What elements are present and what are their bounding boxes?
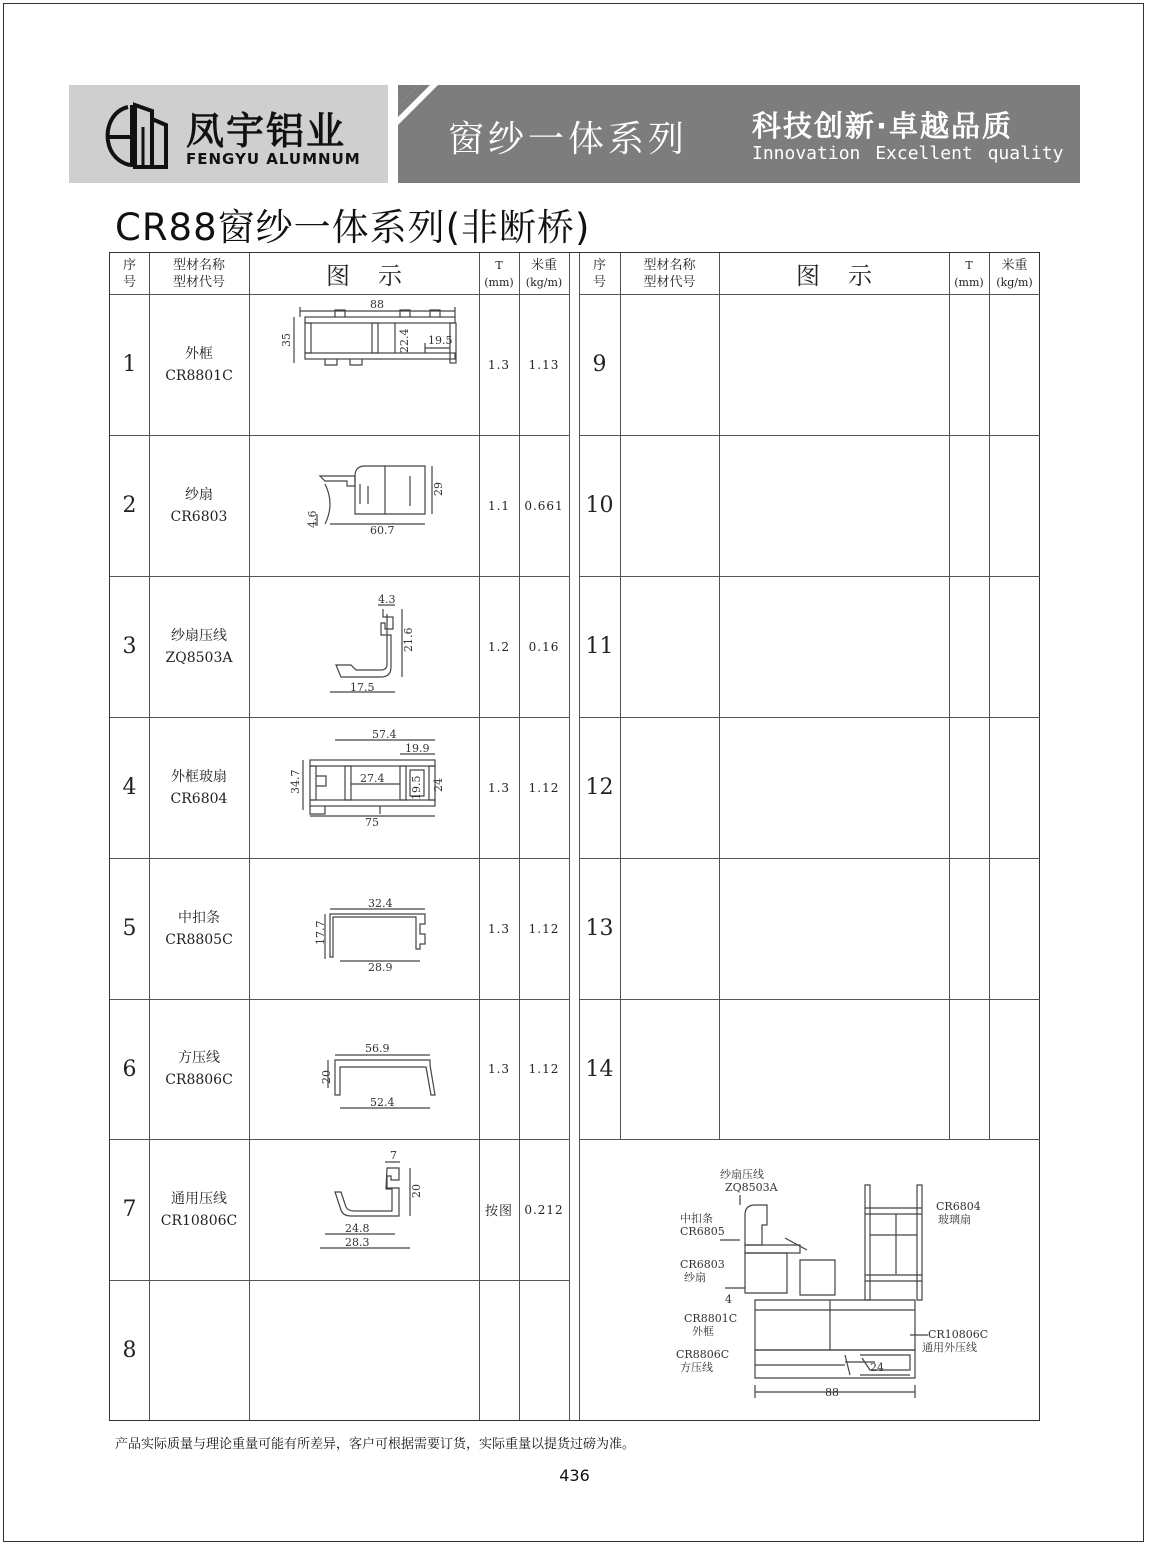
row-12-number: 12: [585, 775, 614, 800]
dim-text: 17.7: [314, 920, 327, 945]
dim-text: 35: [280, 333, 293, 347]
row-2-thickness: 1.1: [487, 498, 511, 513]
svg-text:纱扇: 纱扇: [684, 1271, 706, 1284]
row-2-name: 纱扇 CR6803: [170, 486, 228, 525]
dim-text: 20: [410, 1184, 423, 1198]
dim-text: 20: [320, 1070, 333, 1084]
row-7-weight: 0.212: [524, 1202, 564, 1217]
row-8-number: 8: [122, 1337, 137, 1363]
row-6-weight: 1.12: [528, 1062, 560, 1076]
svg-text:CR8806C: CR8806C: [676, 1348, 730, 1361]
svg-text:CR10806C: CR10806C: [928, 1328, 989, 1341]
dim-text: 19.5: [428, 334, 453, 347]
brand-logo-icon: [100, 97, 176, 173]
svg-text:24: 24: [870, 1361, 884, 1374]
brand-name-en: FENGYU ALUMNUM: [186, 150, 361, 168]
brand-name-cn: 凤宇铝业: [186, 109, 347, 153]
dim-text: 60.7: [370, 524, 395, 537]
row-6-number: 6: [122, 1056, 137, 1082]
profile-drawing-cr6803: [250, 436, 478, 575]
dim-text: 56.9: [365, 1042, 390, 1055]
dim-text: 32.4: [368, 897, 393, 910]
dim-text: 7: [390, 1149, 397, 1162]
svg-text:88: 88: [825, 1386, 839, 1399]
row-7-name: 通用压线 CR10806C: [160, 1190, 238, 1229]
header-weight: 米重 (kg/m): [525, 257, 563, 289]
profile-table: [109, 252, 1040, 1421]
row-11-number: 11: [585, 634, 614, 659]
dim-text: 57.4: [372, 728, 397, 741]
row-2-number: 2: [122, 493, 137, 518]
row-3-name: 纱扇压线 ZQ8503A: [165, 627, 233, 666]
dim-text: 4.3: [378, 593, 396, 606]
assembly-drawing: [580, 1140, 1040, 1420]
dim-text: 52.4: [370, 1096, 395, 1109]
row-4-number: 4: [122, 775, 137, 800]
row-4-weight: 1.12: [528, 780, 560, 795]
row-7-thickness: 按图: [484, 1204, 513, 1219]
profile-drawing-cr8801c: [250, 295, 478, 434]
row-2-weight: 0.661: [524, 498, 564, 513]
svg-text:方压线: 方压线: [680, 1361, 713, 1374]
row-4-thickness: 1.3: [487, 780, 511, 795]
dim-text: 88: [370, 298, 384, 311]
profile-drawing-cr6804: [250, 718, 478, 857]
svg-text:玻璃扇: 玻璃扇: [938, 1213, 971, 1226]
svg-text:中扣条: 中扣条: [680, 1212, 713, 1225]
svg-text:通用外压线: 通用外压线: [922, 1341, 977, 1354]
series-title: 窗纱一体系列: [448, 119, 689, 160]
dim-text: 34.7: [289, 769, 302, 794]
svg-text:CR6805: CR6805: [680, 1225, 725, 1238]
row-13-number: 13: [585, 916, 614, 941]
profile-drawing-cr8805c: [250, 859, 478, 998]
row-9-number: 9: [592, 352, 607, 377]
row-4-name: 外框玻扇 CR6804: [170, 768, 228, 807]
row-1-name: 外框 CR8801C: [165, 345, 233, 384]
dim-text: 28.3: [345, 1236, 370, 1249]
slogan-cn: 科技创新·卓越品质: [752, 109, 1014, 143]
header-seq-right: 序 号: [592, 257, 606, 290]
row-6-name: 方压线 CR8806C: [165, 1050, 233, 1088]
header-figure: 图示: [326, 262, 430, 290]
row-1-weight: 1.13: [528, 357, 560, 372]
row-5-weight: 1.12: [528, 921, 560, 936]
row-5-thickness: 1.3: [487, 921, 511, 936]
svg-text:CR8801C: CR8801C: [684, 1312, 738, 1325]
header-name-right: 型材名称 型材代号: [643, 257, 696, 290]
header-figure-right: 图示: [796, 262, 900, 290]
header-seq: 序 号: [122, 257, 136, 290]
row-5-number: 5: [122, 916, 137, 941]
svg-text:纱扇压线: 纱扇压线: [720, 1168, 764, 1181]
row-5-name: 中扣条 CR8805C: [165, 909, 233, 948]
dim-text: 4.6: [306, 510, 319, 528]
dim-text: 28.9: [368, 961, 393, 974]
row-14-number: 14: [585, 1056, 614, 1082]
row-3-number: 3: [122, 634, 137, 659]
svg-text:4: 4: [725, 1293, 732, 1306]
row-1-number: 1: [122, 352, 137, 377]
banner-notch: [388, 85, 448, 183]
dim-text: 27.4: [360, 772, 385, 785]
dim-text: 24: [432, 778, 445, 792]
row-3-weight: 0.16: [528, 639, 560, 654]
row-3-thickness: 1.2: [487, 639, 511, 654]
dim-text: 21.6: [402, 627, 415, 652]
row-6-thickness: 1.3: [487, 1062, 511, 1076]
svg-text:CR6803: CR6803: [680, 1258, 725, 1271]
footnote: 产品实际质量与理论重量可能有所差异，客户可根据需要订货，实际重量以提货过磅为准。: [115, 1437, 636, 1452]
row-10-number: 10: [585, 493, 614, 518]
header-thickness-right: T (mm): [954, 258, 984, 289]
page-title: CR88窗纱一体系列(非断桥): [115, 206, 591, 249]
dim-text: 29: [432, 482, 445, 496]
row-1-thickness: 1.3: [487, 357, 511, 372]
page-number: 436: [559, 1466, 590, 1485]
header-thickness: T (mm): [484, 258, 514, 289]
row-7-number: 7: [122, 1197, 137, 1222]
dim-text: 17.5: [350, 681, 375, 694]
svg-text:ZQ8503A: ZQ8503A: [725, 1181, 778, 1194]
svg-text:CR6804: CR6804: [936, 1200, 981, 1213]
profile-drawing-cr10806c: [250, 1140, 478, 1279]
slogan-en: Innovation Excellent quality: [752, 143, 1064, 164]
header-name: 型材名称 型材代号: [172, 257, 225, 290]
dim-text: 22.4: [398, 328, 411, 353]
dim-text: 19.9: [405, 742, 430, 755]
header-weight-right: 米重 (kg/m): [996, 257, 1033, 289]
svg-text:外框: 外框: [692, 1325, 714, 1338]
dim-text: 24.8: [345, 1222, 370, 1235]
profile-drawing-zq8503a: [250, 577, 478, 716]
dim-text: 19.5: [410, 775, 423, 800]
dim-text: 75: [365, 816, 379, 829]
profile-drawing-cr8806c: [250, 1000, 478, 1139]
